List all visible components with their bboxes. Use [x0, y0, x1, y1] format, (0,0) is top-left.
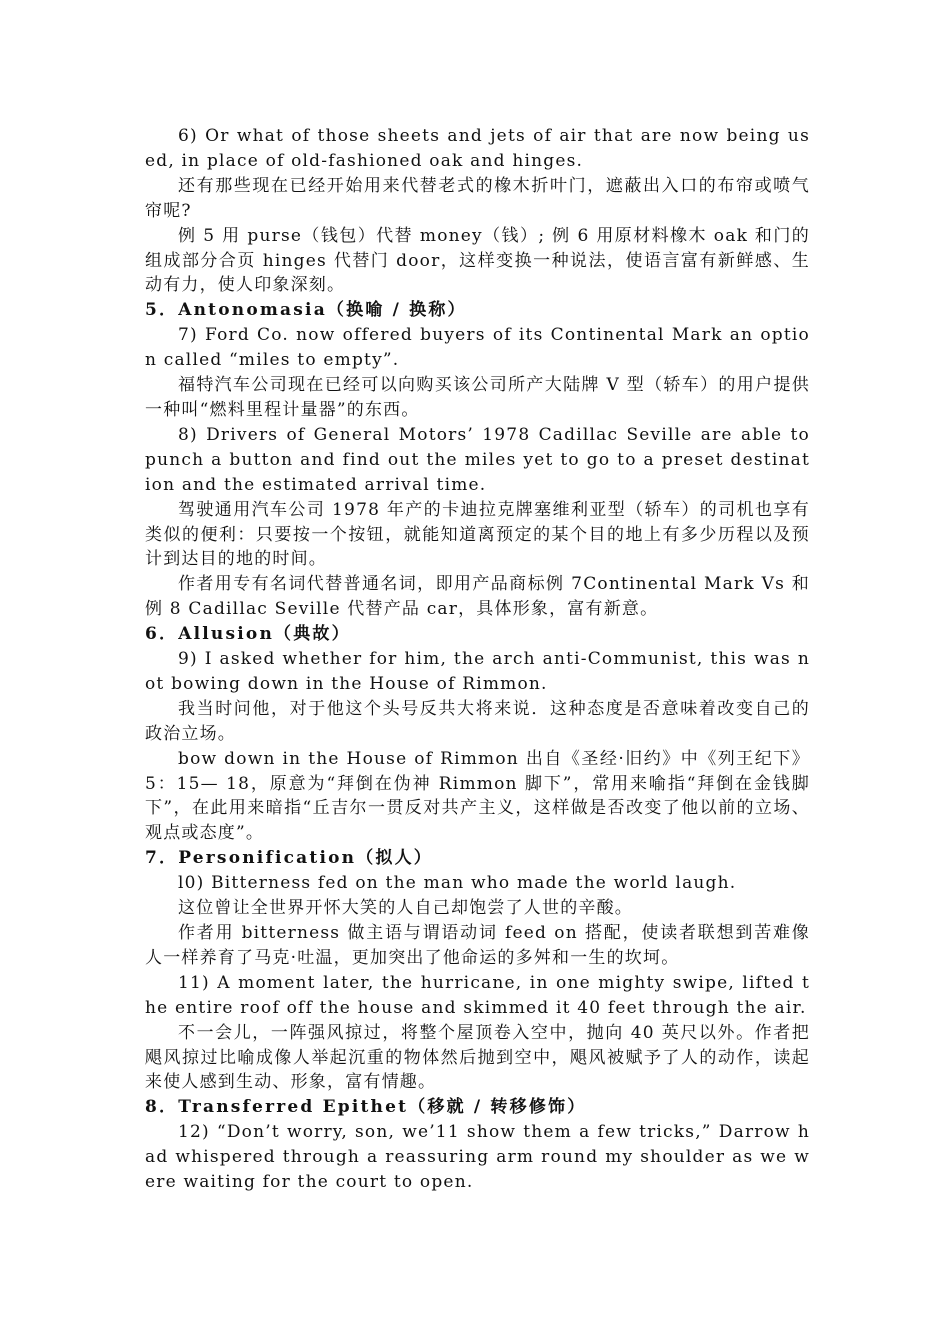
example-6-english: 6) Or what of those sheets and jets of air that are now being used, in place of old-fashioned oak and hinges.	[145, 126, 810, 171]
example-6-chinese: 还有那些现在已经开始用来代替老式的橡木折叶门，遮蔽出入口的布帘或喷气帘呢?	[145, 175, 810, 221]
antonomasia-explanation: 作者用专有名词代替普通名词，即用产品商标例 7Continental Mark Vs 和例 8 Cadillac Seville 代替产品 car，具体形象，富有新意。	[145, 574, 810, 620]
personification-explanation: 作者用 bitterness 做主语与谓语动词 feed on 搭配，使读者联想到苦难像人一样养育了马克·吐温，更加突出了他命运的多舛和一生的坎坷。	[145, 923, 810, 968]
example-10-chinese: 这位曾让全世界开怀大笑的人自己却饱尝了人世的辛酸。	[178, 898, 633, 919]
example-8-english: 8) Drivers of General Motors’ 1978 Cadillac Seville are able to punch a button and find out the miles yet to go to a preset destination and the estimated arrival time.	[145, 424, 810, 495]
example-7-chinese: 福特汽车公司现在已经可以向购买该公司所产大陆牌 V 型（轿车）的用户提供一种叫“燃料里程计量器”的东西。	[145, 375, 810, 420]
example-12-english: 12) “Don’t worry, son, we’11 show them a few tricks,” Darrow had whispered through a reassuring arm round my shoulder as we were waiting for the court to open.	[145, 1122, 810, 1193]
section-heading-antonomasia: 5．Antonomasia（换喻 / 换称）	[145, 300, 467, 321]
example-9-english: 9) I asked whether for him, the arch anti-Communist, this was not bowing down in the House of Rimmon.	[145, 649, 810, 694]
metonymy-explanation: 例 5 用 purse（钱包）代替 money（钱）; 例 6 用原材料橡木 oak 和门的组成部分合页 hinges 代替门 door，这样变换一种说法，使语言富有新鲜感、生动有力，使人印象深刻。	[145, 225, 810, 296]
section-heading-allusion: 6．Allusion（典故）	[145, 624, 351, 645]
section-heading-transferred-epithet: 8．Transferred Epithet（移就 / 转移修饰）	[145, 1097, 587, 1118]
example-8-chinese: 驾驶通用汽车公司 1978 年产的卡迪拉克牌塞维利亚型（轿车）的司机也享有类似的便利：只要按一个按钮，就能知道离预定的某个目的地上有多少历程以及预计到达目的地的时间。	[145, 499, 810, 570]
section-heading-personification: 7．Personification（拟人）	[145, 848, 434, 869]
example-9-chinese: 我当时问他，对于他这个头号反共大将来说．这种态度是否意味着改变自己的政治立场。	[145, 698, 810, 744]
example-10-english: l0) Bitterness fed on the man who made the world laugh.	[178, 873, 737, 894]
document-page	[145, 124, 810, 1195]
example-11-chinese: 不一会儿，一阵强风掠过，将整个屋顶卷入空中，抛向 40 英尺以外。作者把飓风掠过比喻成像人举起沉重的物体然后抛到空中，飓风被赋予了人的动作，读起来使人感到生动、形象，富有情趣。	[145, 1022, 810, 1093]
example-11-english: 11) A moment later, the hurricane, in one mighty swipe, lifted the entire roof off the house and skimmed it 40 feet through the air.	[145, 972, 810, 1018]
allusion-explanation: bow down in the House of Rimmon 出自《圣经·旧约》中《列王纪下》5：15— 18，原意为“拜倒在伪神 Rimmon 脚下”，常用来喻指“拜倒在金钱脚下”，在此用来暗指“丘吉尔一贯反对共产主义，这样做是否改变了他以前的立场、观点或态度”。	[145, 748, 810, 844]
example-7-english: 7) Ford Co. now offered buyers of its Continental Mark an option called “miles to empty”.	[145, 325, 810, 371]
